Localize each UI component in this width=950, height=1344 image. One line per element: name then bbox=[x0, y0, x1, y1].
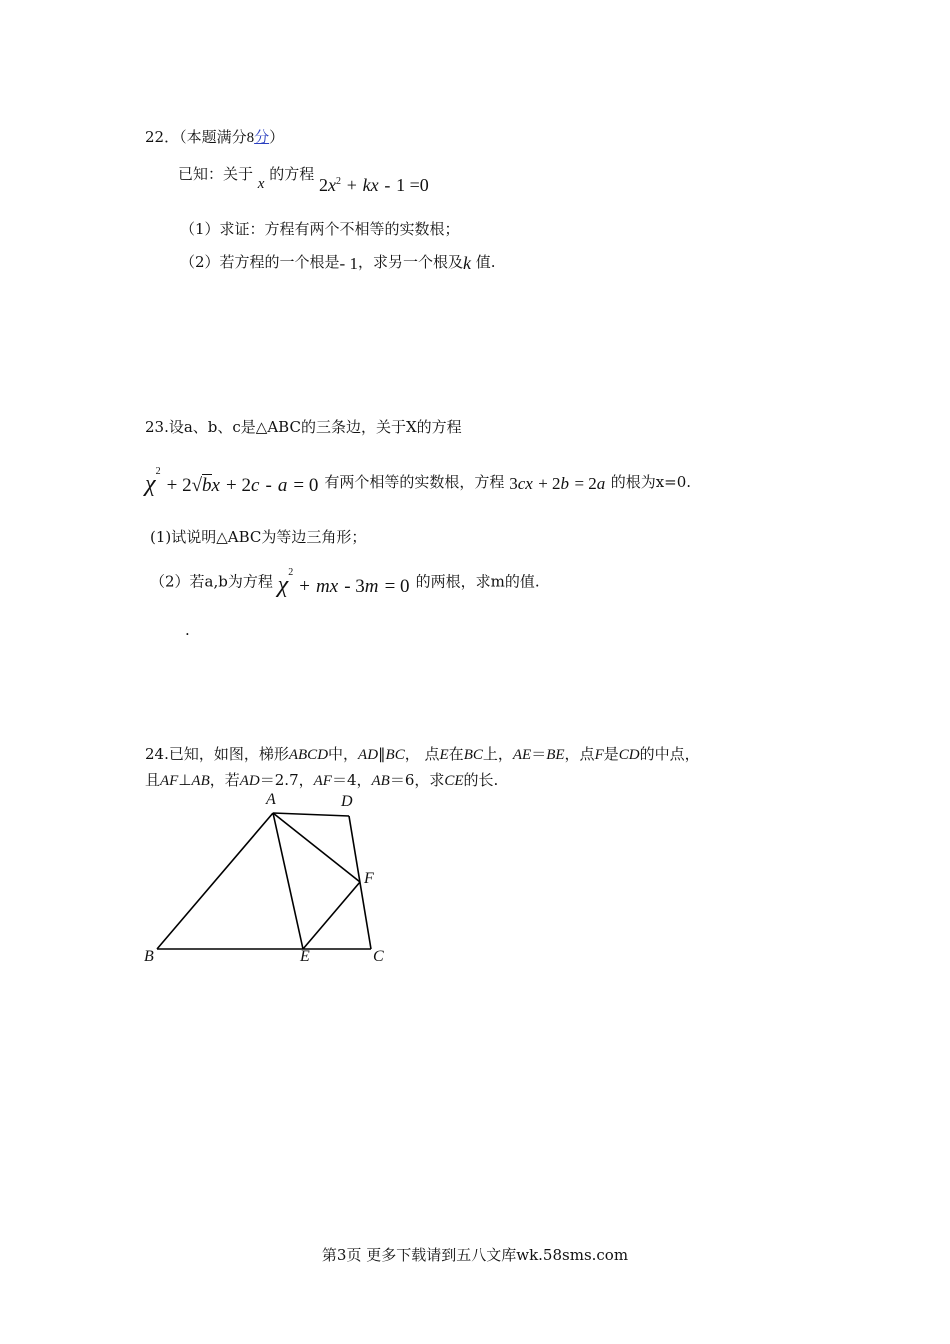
q23-eq1-eq0: = 0 bbox=[293, 475, 319, 497]
q24-var: AF bbox=[160, 773, 179, 789]
q22-part2-root: - 1 bbox=[339, 254, 358, 273]
q23-eq1-c: c bbox=[250, 475, 260, 497]
q22-eq-rest: 1 =0 bbox=[396, 175, 429, 195]
q24-var: E bbox=[439, 747, 449, 763]
q23-eq3-mx: mx bbox=[316, 576, 339, 598]
segment-AD bbox=[273, 813, 349, 816]
q23-eq2-eq2: = 2 bbox=[574, 474, 597, 494]
q23-eq3-plus: + bbox=[299, 576, 310, 598]
label-D: D bbox=[341, 793, 353, 810]
q23-eq2-b: b bbox=[560, 474, 570, 494]
q23-eq2-plus2: + 2 bbox=[538, 474, 561, 494]
q24-text: 上， bbox=[482, 745, 513, 763]
q24-var: AF bbox=[313, 773, 332, 789]
q24-var: BC bbox=[385, 747, 405, 763]
q23-part1: (1)试说明△ABC为等边三角形； bbox=[150, 528, 367, 546]
q24-var: AB bbox=[191, 773, 210, 789]
q23-eq2-text: 的根为x=0. bbox=[610, 473, 692, 492]
q23-eq2-cx: cx bbox=[517, 474, 533, 494]
q24-text: 是 bbox=[603, 745, 619, 763]
q24-var: ABCD bbox=[288, 747, 329, 763]
q23-dot: . bbox=[185, 621, 190, 639]
q22-given-var: x bbox=[257, 176, 265, 192]
q23-eq1-part2: + 2 bbox=[226, 475, 251, 497]
q23-eq2-a: a bbox=[596, 474, 606, 494]
q24-text: 在 bbox=[448, 745, 464, 763]
q22-eq-kx: kx bbox=[362, 175, 379, 195]
q22-score-link[interactable]: 分 bbox=[254, 128, 270, 146]
q22-header-close: ） bbox=[269, 128, 285, 146]
q22-given-middle: 的方程 bbox=[269, 165, 315, 183]
q23-part2-suffix: 的两根，求m的值. bbox=[415, 572, 540, 591]
label-F: F bbox=[364, 870, 374, 887]
q24-var: AB bbox=[371, 773, 390, 789]
q24-text: ，若 bbox=[209, 771, 240, 789]
label-E: E bbox=[300, 948, 310, 965]
q23-eq1-sup: 2 bbox=[155, 466, 161, 477]
q24-var: CE bbox=[444, 773, 464, 789]
q22-given-prefix: 已知：关于 bbox=[178, 165, 254, 183]
page-footer: 第3页 更多下载请到五八文库wk.58sms.com bbox=[321, 1246, 629, 1264]
perpendicular-icon: ⊥ bbox=[178, 773, 192, 789]
parallel-icon: ∥ bbox=[378, 747, 386, 763]
q22-number: 22． bbox=[145, 128, 180, 146]
q23-eq3-eq0: = 0 bbox=[384, 576, 410, 598]
q24-var: F bbox=[594, 747, 604, 763]
q24-text: ＝6，求 bbox=[389, 771, 445, 789]
q23-eq1-chi: χ bbox=[145, 471, 156, 498]
q23-intro: 23.设a、b、c是△ABC的三条边，关于X的方程 bbox=[145, 418, 462, 436]
q23-eq3-minus: - 3 bbox=[344, 576, 365, 598]
q24-text: 的长. bbox=[463, 771, 499, 789]
q23-eq1-x: x bbox=[211, 475, 220, 497]
label-C: C bbox=[373, 948, 384, 965]
label-B: B bbox=[144, 948, 154, 965]
sqrt-icon: √ bbox=[191, 475, 203, 497]
q23-eq1-part1: + 2 bbox=[166, 475, 192, 497]
q23-eq1-text: 有两个相等的实数根，方程 bbox=[324, 473, 505, 492]
q22-part2-mid: ，求另一个根及 bbox=[357, 253, 463, 271]
q23-eq3-m: m bbox=[364, 576, 379, 598]
q23-eq3-sup: 2 bbox=[288, 567, 294, 578]
q22-eq-plus: + bbox=[346, 175, 357, 195]
q23-eq2-3: 3 bbox=[509, 474, 518, 494]
q24-var: AE bbox=[512, 747, 532, 763]
q24-text: ＝2.7， bbox=[259, 771, 314, 789]
segment-AB bbox=[157, 813, 273, 949]
q23-eq1-minus: - bbox=[265, 475, 272, 497]
q24-text: ， 点 bbox=[404, 745, 440, 763]
q24-text: 24.已知，如图，梯形 bbox=[145, 745, 289, 763]
segment-EF bbox=[303, 882, 360, 949]
q24-text: ＝4， bbox=[331, 771, 372, 789]
q24-var: BC bbox=[463, 747, 483, 763]
q22-part2-suffix: 值. bbox=[475, 253, 496, 271]
q23-eq1-a: a bbox=[277, 475, 288, 497]
label-A: A bbox=[266, 791, 276, 808]
q24-text: 中， bbox=[328, 745, 359, 763]
figure-lines bbox=[157, 813, 371, 949]
q24-var: BE bbox=[546, 747, 565, 763]
q24-text: 且 bbox=[145, 771, 161, 789]
q24-text: ＝ bbox=[531, 745, 547, 763]
q23-part2-prefix: （2）若a,b为方程 bbox=[150, 572, 273, 591]
q22-header-open: （本题满分 bbox=[179, 128, 247, 146]
q24-var: AD bbox=[358, 747, 379, 763]
q22-part1: （1）求证：方程有两个不相等的实数根； bbox=[180, 220, 460, 238]
q22-score: 8 bbox=[246, 130, 255, 146]
q23-eq3-chi: χ bbox=[277, 572, 289, 599]
q24-text: ，点 bbox=[564, 745, 595, 763]
q22-part2-var: k bbox=[462, 253, 471, 273]
q22-eq-sup: 2 bbox=[336, 176, 342, 187]
q24-var: CD bbox=[618, 747, 640, 763]
q22-eq-x: x bbox=[328, 175, 337, 195]
q22-eq-minus: - bbox=[384, 175, 391, 195]
q22-eq-coef: 2 bbox=[319, 175, 329, 195]
q23-eq1-b: b bbox=[202, 475, 212, 497]
q22-part2-prefix: （2）若方程的一个根是 bbox=[180, 253, 340, 271]
q24-var: AD bbox=[239, 773, 260, 789]
q24-text: 的中点， bbox=[639, 745, 700, 763]
